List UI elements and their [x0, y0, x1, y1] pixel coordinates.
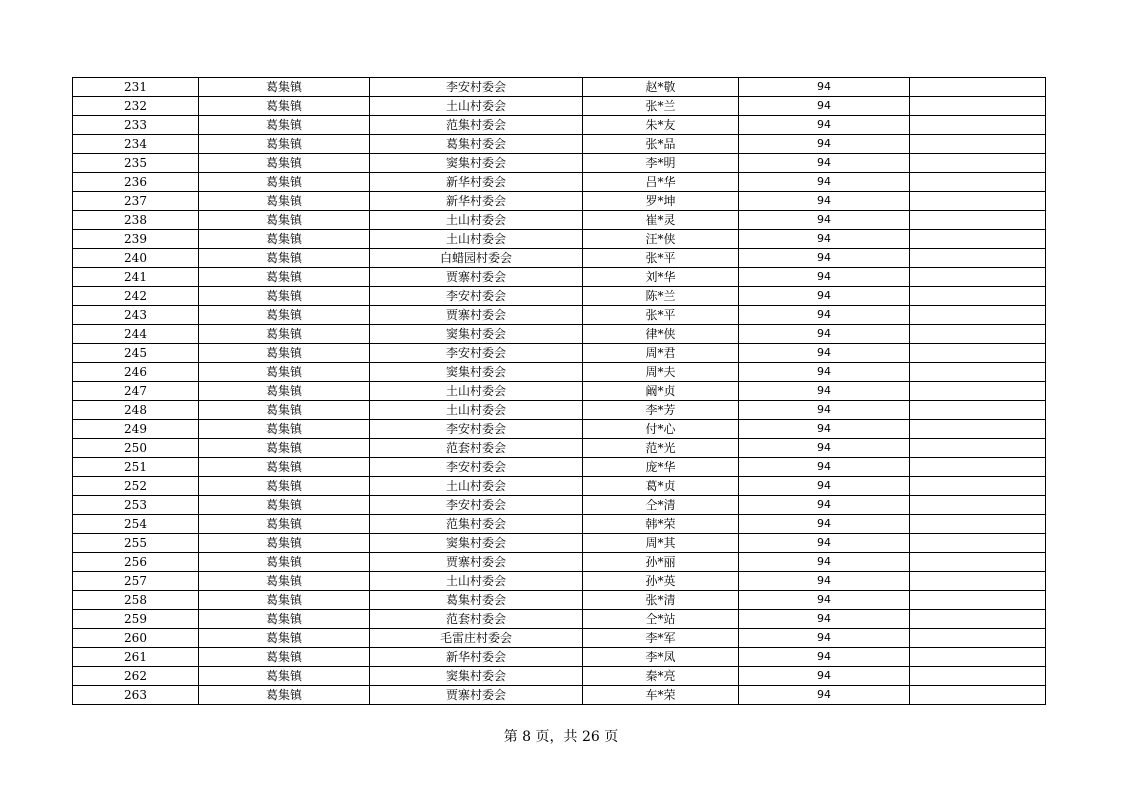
- table-row: [73, 211, 1046, 230]
- table-row: [73, 249, 1046, 268]
- table-row: [73, 667, 1046, 686]
- cell-person-name: 张*平: [583, 306, 739, 325]
- cell-remark: [910, 439, 1046, 458]
- cell-village: 范套村委会: [370, 439, 583, 458]
- cell-score: 94: [739, 401, 910, 420]
- cell-town: 葛集镇: [199, 439, 370, 458]
- cell-town: 葛集镇: [199, 135, 370, 154]
- cell-village: 土山村委会: [370, 382, 583, 401]
- cell-remark: [910, 458, 1046, 477]
- cell-town: 葛集镇: [199, 458, 370, 477]
- cell-person-name: 张*品: [583, 135, 739, 154]
- cell-village: 李安村委会: [370, 344, 583, 363]
- cell-town: 葛集镇: [199, 78, 370, 97]
- table-row: [73, 135, 1046, 154]
- cell-village: 窦集村委会: [370, 667, 583, 686]
- cell-score: 94: [739, 268, 910, 287]
- cell-score: 94: [739, 572, 910, 591]
- cell-serial-number: 241: [73, 268, 199, 287]
- cell-town: 葛集镇: [199, 686, 370, 705]
- table-row: [73, 192, 1046, 211]
- cell-serial-number: 263: [73, 686, 199, 705]
- cell-village: 葛集村委会: [370, 135, 583, 154]
- cell-remark: [910, 496, 1046, 515]
- cell-town: 葛集镇: [199, 382, 370, 401]
- table-row: [73, 382, 1046, 401]
- cell-person-name: 范*光: [583, 439, 739, 458]
- cell-person-name: 李*明: [583, 154, 739, 173]
- cell-town: 葛集镇: [199, 496, 370, 515]
- cell-village: 新华村委会: [370, 173, 583, 192]
- cell-score: 94: [739, 363, 910, 382]
- cell-person-name: 阚*贞: [583, 382, 739, 401]
- cell-score: 94: [739, 420, 910, 439]
- cell-remark: [910, 287, 1046, 306]
- cell-town: 葛集镇: [199, 116, 370, 135]
- cell-serial-number: 231: [73, 78, 199, 97]
- cell-serial-number: 258: [73, 591, 199, 610]
- cell-serial-number: 238: [73, 211, 199, 230]
- table-row: [73, 439, 1046, 458]
- table-row: [73, 591, 1046, 610]
- cell-person-name: 赵*敬: [583, 78, 739, 97]
- cell-person-name: 仝*站: [583, 610, 739, 629]
- cell-town: 葛集镇: [199, 192, 370, 211]
- cell-serial-number: 257: [73, 572, 199, 591]
- cell-score: 94: [739, 230, 910, 249]
- cell-serial-number: 252: [73, 477, 199, 496]
- cell-person-name: 周*君: [583, 344, 739, 363]
- table-row: [73, 496, 1046, 515]
- cell-person-name: 刘*华: [583, 268, 739, 287]
- cell-remark: [910, 154, 1046, 173]
- cell-town: 葛集镇: [199, 230, 370, 249]
- cell-town: 葛集镇: [199, 591, 370, 610]
- cell-score: 94: [739, 306, 910, 325]
- cell-remark: [910, 572, 1046, 591]
- cell-town: 葛集镇: [199, 572, 370, 591]
- cell-town: 葛集镇: [199, 363, 370, 382]
- table-row: [73, 173, 1046, 192]
- cell-town: 葛集镇: [199, 268, 370, 287]
- table-row: [73, 686, 1046, 705]
- cell-town: 葛集镇: [199, 534, 370, 553]
- table-row: [73, 363, 1046, 382]
- table-row: [73, 325, 1046, 344]
- cell-person-name: 秦*亮: [583, 667, 739, 686]
- cell-village: 毛雷庄村委会: [370, 629, 583, 648]
- cell-remark: [910, 97, 1046, 116]
- cell-village: 李安村委会: [370, 496, 583, 515]
- cell-person-name: 张*清: [583, 591, 739, 610]
- cell-score: 94: [739, 135, 910, 154]
- cell-serial-number: 234: [73, 135, 199, 154]
- cell-remark: [910, 667, 1046, 686]
- cell-score: 94: [739, 610, 910, 629]
- cell-serial-number: 243: [73, 306, 199, 325]
- cell-score: 94: [739, 192, 910, 211]
- cell-person-name: 周*夫: [583, 363, 739, 382]
- cell-score: 94: [739, 249, 910, 268]
- cell-town: 葛集镇: [199, 515, 370, 534]
- cell-remark: [910, 135, 1046, 154]
- cell-score: 94: [739, 287, 910, 306]
- table-row: [73, 610, 1046, 629]
- cell-person-name: 车*荣: [583, 686, 739, 705]
- cell-town: 葛集镇: [199, 287, 370, 306]
- cell-score: 94: [739, 116, 910, 135]
- cell-village: 贾寨村委会: [370, 553, 583, 572]
- cell-town: 葛集镇: [199, 306, 370, 325]
- table-row: [73, 306, 1046, 325]
- cell-score: 94: [739, 477, 910, 496]
- cell-remark: [910, 382, 1046, 401]
- cell-village: 贾寨村委会: [370, 306, 583, 325]
- cell-remark: [910, 401, 1046, 420]
- cell-person-name: 李*芳: [583, 401, 739, 420]
- cell-person-name: 庞*华: [583, 458, 739, 477]
- cell-town: 葛集镇: [199, 667, 370, 686]
- cell-remark: [910, 534, 1046, 553]
- cell-serial-number: 253: [73, 496, 199, 515]
- cell-remark: [910, 211, 1046, 230]
- page-footer: 第 8 页，共 26 页: [503, 729, 619, 745]
- cell-village: 窦集村委会: [370, 154, 583, 173]
- cell-serial-number: 256: [73, 553, 199, 572]
- cell-village: 葛集村委会: [370, 591, 583, 610]
- cell-town: 葛集镇: [199, 154, 370, 173]
- table-row: [73, 344, 1046, 363]
- cell-score: 94: [739, 344, 910, 363]
- cell-score: 94: [739, 648, 910, 667]
- cell-score: 94: [739, 97, 910, 116]
- cell-town: 葛集镇: [199, 211, 370, 230]
- cell-village: 新华村委会: [370, 192, 583, 211]
- cell-village: 李安村委会: [370, 420, 583, 439]
- cell-serial-number: 235: [73, 154, 199, 173]
- cell-serial-number: 242: [73, 287, 199, 306]
- cell-person-name: 孙*英: [583, 572, 739, 591]
- cell-person-name: 吕*华: [583, 173, 739, 192]
- cell-score: 94: [739, 667, 910, 686]
- cell-village: 范集村委会: [370, 515, 583, 534]
- table-row: [73, 629, 1046, 648]
- cell-person-name: 韩*荣: [583, 515, 739, 534]
- cell-person-name: 崔*灵: [583, 211, 739, 230]
- table-row: [73, 477, 1046, 496]
- cell-serial-number: 240: [73, 249, 199, 268]
- cell-person-name: 李*军: [583, 629, 739, 648]
- cell-person-name: 汪*侠: [583, 230, 739, 249]
- table-row: [73, 648, 1046, 667]
- cell-town: 葛集镇: [199, 249, 370, 268]
- cell-town: 葛集镇: [199, 629, 370, 648]
- data-table: [72, 77, 1046, 705]
- cell-score: 94: [739, 78, 910, 97]
- cell-serial-number: 245: [73, 344, 199, 363]
- cell-remark: [910, 173, 1046, 192]
- cell-remark: [910, 230, 1046, 249]
- cell-remark: [910, 78, 1046, 97]
- cell-remark: [910, 249, 1046, 268]
- cell-remark: [910, 306, 1046, 325]
- cell-serial-number: 249: [73, 420, 199, 439]
- cell-serial-number: 232: [73, 97, 199, 116]
- cell-score: 94: [739, 439, 910, 458]
- cell-remark: [910, 591, 1046, 610]
- cell-serial-number: 254: [73, 515, 199, 534]
- table-row: [73, 401, 1046, 420]
- cell-remark: [910, 553, 1046, 572]
- table-row: [73, 553, 1046, 572]
- cell-village: 李安村委会: [370, 458, 583, 477]
- cell-serial-number: 261: [73, 648, 199, 667]
- cell-serial-number: 239: [73, 230, 199, 249]
- cell-score: 94: [739, 325, 910, 344]
- cell-serial-number: 255: [73, 534, 199, 553]
- cell-village: 土山村委会: [370, 572, 583, 591]
- cell-serial-number: 237: [73, 192, 199, 211]
- cell-remark: [910, 629, 1046, 648]
- cell-score: 94: [739, 515, 910, 534]
- cell-score: 94: [739, 591, 910, 610]
- cell-serial-number: 236: [73, 173, 199, 192]
- cell-person-name: 葛*贞: [583, 477, 739, 496]
- cell-town: 葛集镇: [199, 553, 370, 572]
- cell-person-name: 陈*兰: [583, 287, 739, 306]
- cell-village: 李安村委会: [370, 78, 583, 97]
- cell-person-name: 张*平: [583, 249, 739, 268]
- table-row: [73, 515, 1046, 534]
- table-row: [73, 420, 1046, 439]
- cell-serial-number: 259: [73, 610, 199, 629]
- cell-person-name: 仝*清: [583, 496, 739, 515]
- cell-village: 窦集村委会: [370, 325, 583, 344]
- cell-remark: [910, 648, 1046, 667]
- cell-remark: [910, 363, 1046, 382]
- cell-town: 葛集镇: [199, 477, 370, 496]
- cell-village: 贾寨村委会: [370, 686, 583, 705]
- cell-person-name: 孙*丽: [583, 553, 739, 572]
- table-row: [73, 97, 1046, 116]
- cell-person-name: 周*其: [583, 534, 739, 553]
- cell-remark: [910, 610, 1046, 629]
- table-row: [73, 78, 1046, 97]
- cell-score: 94: [739, 458, 910, 477]
- cell-score: 94: [739, 154, 910, 173]
- cell-remark: [910, 420, 1046, 439]
- cell-village: 贾寨村委会: [370, 268, 583, 287]
- cell-town: 葛集镇: [199, 97, 370, 116]
- cell-village: 白蜡园村委会: [370, 249, 583, 268]
- cell-score: 94: [739, 686, 910, 705]
- cell-town: 葛集镇: [199, 401, 370, 420]
- cell-town: 葛集镇: [199, 648, 370, 667]
- table-row: [73, 230, 1046, 249]
- cell-town: 葛集镇: [199, 325, 370, 344]
- cell-person-name: 李*凤: [583, 648, 739, 667]
- cell-serial-number: 233: [73, 116, 199, 135]
- cell-person-name: 罗*坤: [583, 192, 739, 211]
- cell-remark: [910, 344, 1046, 363]
- cell-village: 土山村委会: [370, 97, 583, 116]
- cell-score: 94: [739, 534, 910, 553]
- cell-person-name: 付*心: [583, 420, 739, 439]
- table-row: [73, 154, 1046, 173]
- cell-score: 94: [739, 629, 910, 648]
- cell-person-name: 张*兰: [583, 97, 739, 116]
- cell-serial-number: 260: [73, 629, 199, 648]
- cell-town: 葛集镇: [199, 610, 370, 629]
- cell-remark: [910, 686, 1046, 705]
- cell-person-name: 朱*友: [583, 116, 739, 135]
- table-row: [73, 458, 1046, 477]
- cell-village: 新华村委会: [370, 648, 583, 667]
- cell-town: 葛集镇: [199, 420, 370, 439]
- cell-serial-number: 262: [73, 667, 199, 686]
- cell-serial-number: 246: [73, 363, 199, 382]
- cell-village: 窦集村委会: [370, 363, 583, 382]
- cell-person-name: 律*侠: [583, 325, 739, 344]
- cell-serial-number: 247: [73, 382, 199, 401]
- cell-score: 94: [739, 211, 910, 230]
- cell-score: 94: [739, 553, 910, 572]
- cell-remark: [910, 515, 1046, 534]
- table-body: [73, 78, 1046, 705]
- cell-remark: [910, 268, 1046, 287]
- cell-village: 土山村委会: [370, 230, 583, 249]
- table-row: [73, 572, 1046, 591]
- cell-score: 94: [739, 173, 910, 192]
- cell-serial-number: 251: [73, 458, 199, 477]
- table-row: [73, 268, 1046, 287]
- cell-remark: [910, 325, 1046, 344]
- table-row: [73, 534, 1046, 553]
- cell-remark: [910, 116, 1046, 135]
- cell-village: 土山村委会: [370, 211, 583, 230]
- cell-serial-number: 248: [73, 401, 199, 420]
- cell-town: 葛集镇: [199, 173, 370, 192]
- cell-serial-number: 244: [73, 325, 199, 344]
- cell-village: 范集村委会: [370, 116, 583, 135]
- cell-village: 范套村委会: [370, 610, 583, 629]
- cell-serial-number: 250: [73, 439, 199, 458]
- cell-score: 94: [739, 382, 910, 401]
- cell-village: 土山村委会: [370, 401, 583, 420]
- cell-remark: [910, 477, 1046, 496]
- table-row: [73, 116, 1046, 135]
- cell-village: 土山村委会: [370, 477, 583, 496]
- cell-village: 李安村委会: [370, 287, 583, 306]
- cell-score: 94: [739, 496, 910, 515]
- cell-town: 葛集镇: [199, 344, 370, 363]
- table-row: [73, 287, 1046, 306]
- cell-village: 窦集村委会: [370, 534, 583, 553]
- cell-remark: [910, 192, 1046, 211]
